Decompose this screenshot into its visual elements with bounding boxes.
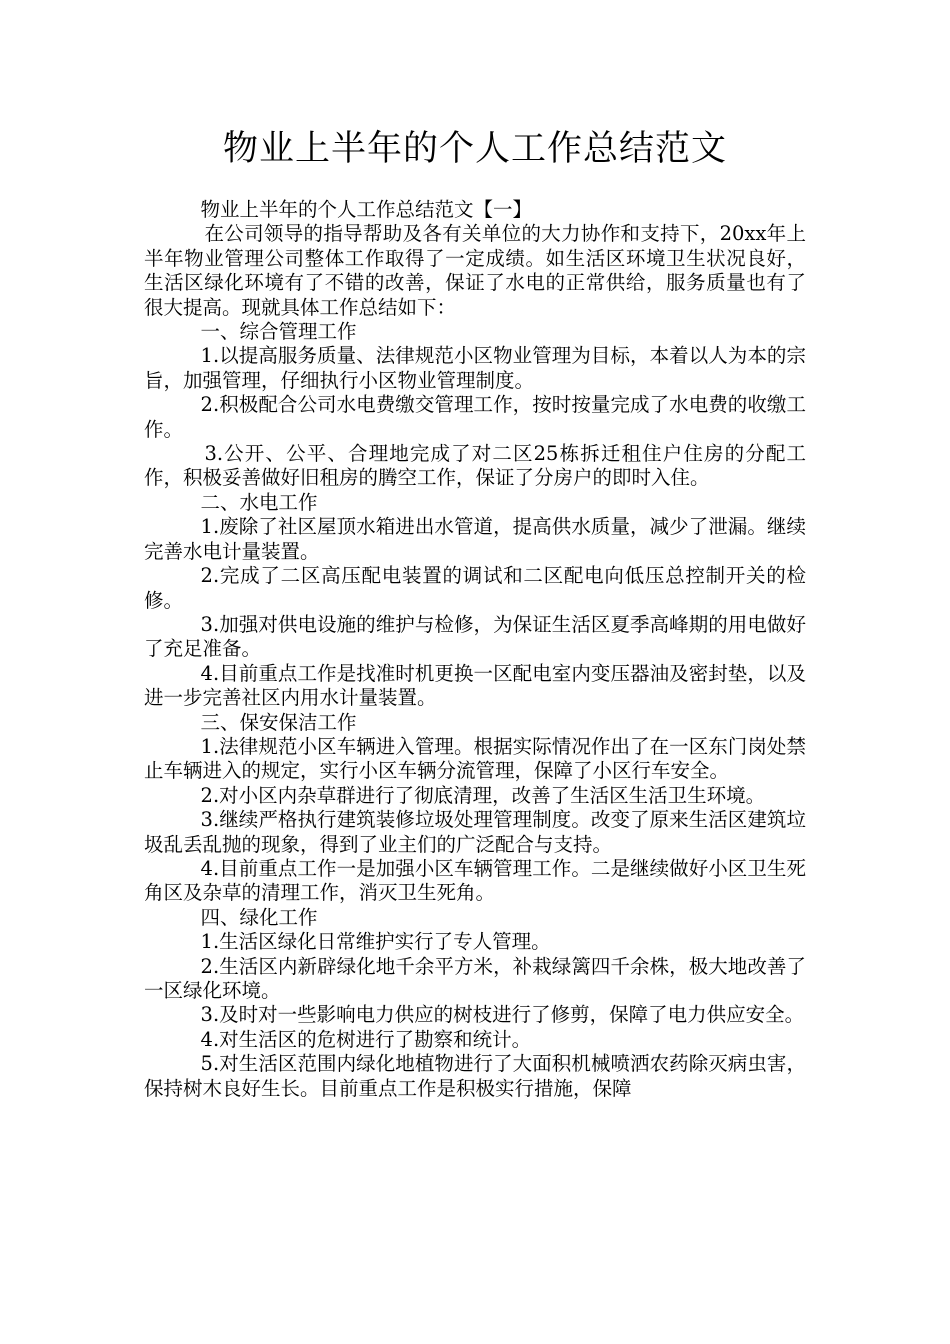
list-item: 4.对生活区的危树进行了勘察和统计。 [200, 1027, 532, 1051]
list-item: 3.公开、公平、合理地完成了对二区25栋拆迁租住户住房的分配工作，积极妥善做好旧租房的腾空工作，保证了分房户的即时入住。 [144, 442, 806, 490]
section-heading: 二、水电工作 [200, 490, 318, 514]
list-item: 3.及时对一些影响电力供应的树枝进行了修剪，保障了电力供应安全。 [200, 1003, 805, 1027]
section-heading: 一、综合管理工作 [200, 320, 357, 344]
list-item: 2.对小区内杂草群进行了彻底清理，改善了生活区生活卫生环境。 [200, 783, 766, 807]
list-item: 2.生活区内新辟绿化地千余平方米，补栽绿篱四千余株，极大地改善了一区绿化环境。 [144, 954, 806, 1002]
document-title: 物业上半年的个人工作总结范文 [222, 129, 727, 169]
list-item: 4.目前重点工作一是加强小区车辆管理工作。二是继续做好小区卫生死角区及杂草的清理工作，消灭卫生死角。 [144, 856, 806, 905]
list-item: 1.废除了社区屋顶水箱进出水管道，提高供水质量，减少了泄漏。继续完善水电计量装置。 [144, 515, 806, 563]
list-item: 3.加强对供电设施的维护与检修，为保证生活区夏季高峰期的用电做好了充足准备。 [144, 612, 806, 661]
list-item: 1.以提高服务质量、法律规范小区物业管理为目标，本着以人为本的宗旨，加强管理，仔细执行小区物业管理制度。 [144, 344, 806, 392]
list-item: 1.生活区绿化日常维护实行了专人管理。 [200, 930, 551, 954]
list-item: 5.对生活区范围内绿化地植物进行了大面积机械喷洒农药除灭病虫害，保持树木良好生长。目前重点工作是积极实行措施，保障 [144, 1052, 806, 1100]
list-item: 2.完成了二区高压配电装置的调试和二区配电向低压总控制开关的检修。 [144, 564, 806, 612]
document-body [144, 198, 806, 1101]
list-item: 1.法律规范小区车辆进入管理。根据实际情况作出了在一区东门岗处禁止车辆进入的规定，实行小区车辆分流管理，保障了小区行车安全。 [144, 734, 806, 783]
paragraph-intro: 在公司领导的指导帮助及各有关单位的大力协作和支持下，20xx年上半年物业管理公司整体工作取得了一定成绩。如生活区环境卫生状况良好，生活区绿化环境有了不错的改善，保证了水电的正常供给，服务质量也有了很大提高。现就具体工作总结如下： [144, 222, 806, 319]
section-heading: 物业上半年的个人工作总结范文【一】 [200, 198, 533, 221]
list-item: 2.积极配合公司水电费缴交管理工作，按时按量完成了水电费的收缴工作。 [144, 393, 806, 441]
section-heading: 四、绿化工作 [200, 905, 318, 929]
list-item: 3.继续严格执行建筑装修垃圾处理管理制度。改变了原来生活区建筑垃圾乱丢乱抛的现象，得到了业主们的广泛配合与支持。 [144, 808, 806, 856]
list-item: 4.目前重点工作是找准时机更换一区配电室内变压器油及密封垫，以及进一步完善社区内用水计量装置。 [144, 661, 806, 710]
section-heading: 三、保安保洁工作 [200, 710, 357, 734]
